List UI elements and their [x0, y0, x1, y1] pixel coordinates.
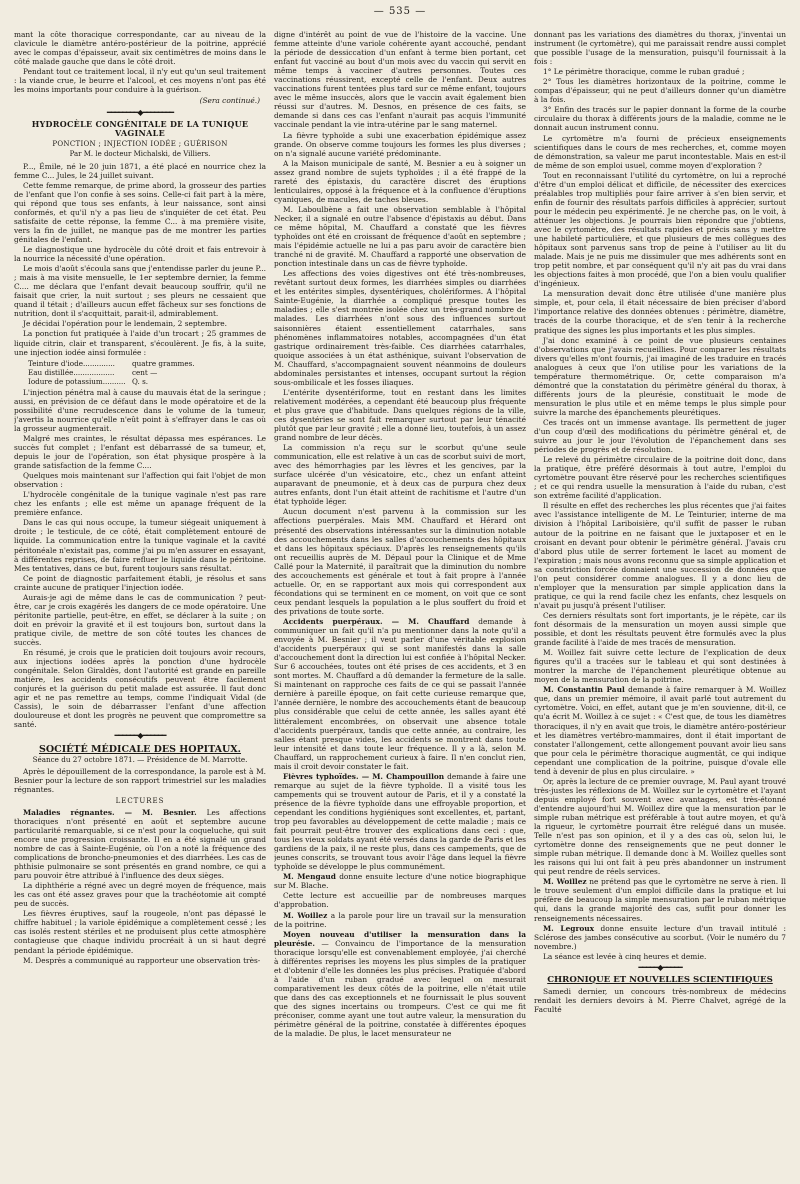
section-title: SOCIÉTÉ MÉDICALE DES HOPITAUX.: [39, 743, 241, 755]
paragraph: M. Constantin Paul demande à faire remarquer à M. Woillez que, dans un premier mémoire, il avait parlé tout autrement du cyrtomètre. Voici, en effet, autant que je m'en souvienne, dit-il, ce qu'a écrit M. Woillez à ce sujet : « C'est que, de tous les diamètres thoraciques, il n'y en avait que trois, le diamètre antéro-postérieur et les diamètres vertébro-mammaires, dont il était important de constater l'allongement, cette allongement pouvant avoir lieu sans que pour cela le périmètre thoracique augmentât, ce qui indique cependant une complication de la poitrine, puisque d'ovale elle tend à devenir de plus en plus circulaire. »: [534, 685, 786, 776]
paragraph: digne d'intérêt au point de vue de l'histoire de la vaccine. Une femme atteinte d'une variole cohérente ayant accouché, pendant la période de dessiccation d'un enfant à terme bien portant, cet enfant fut vacciné au bout d'un mois avec du vaccin qui servit en même temps à vacciner d'autres personnes. Toutes ces vaccinations réussirent, excepté celle de l'enfant. Deux autres vaccinations furent tentées plus tard sur ce même enfant, toujours avec le même insuccès, alors que le vaccin avait également bien réussi sur d'autres. M. Desnos, en présence de ces faits, se demande si dans ces cas l'enfant n'aurait pas acquis l'immunité vaccinale pendant la vie intra-utérine par le sang maternel.: [274, 30, 526, 130]
paragraph-lead: Accidents puerpéraux. — M. Chauffard: [283, 617, 470, 626]
ornament-divider: ━━━━━◆━━━━━: [638, 962, 682, 972]
paragraph: Aucun document n'est parvenu à la commission sur les affections puerpérales. Mais MM. Chauffard et Hérard ont présenté des observations intéressantes sur la diminution notable des accouchements dans les salles d'accouchements des hôpitaux et dans les hôpitaux spéciaux. D'après les renseignements qu'ils ont recueillis auprès de M. Dépaul pour la Clinique et de Mme Callé pour la Maternité, il paraîtrait que la diminution du nombre des accouchements est générale et tout à fait propre à l'année actuelle. Or, en se rapportant aux mois qui correspondent aux fécondations qui se terminent en ce moment, on voit que ce sont ceux pendant lesquels la population a le plus souffert du froid et des privations de toute sorte.: [274, 507, 526, 616]
paragraph: A la Maison municipale de santé, M. Besnier a eu à soigner un assez grand nombre de sujets typhoïdes ; il a été frappé de la rareté des épistaxis, du caractère discret des éruptions lenticulaires, opposé à la fréquence et à la confluence d'éruptions cyaniques, de macules, de taches bleues.: [274, 158, 526, 204]
paragraph: M. Woillez ne prétend pas que le cyrtomètre ne serve à rien. Il le trouve seulement d'un emploi difficile dans la pratique et lui préfère de beaucoup la simple mensuration par le ruban métrique qui, dans la grande majorité des cas, suffit pour donner les renseignements nécessaires.: [534, 877, 786, 923]
prescription-line: Teinture d'iode.............. quatre grammes.: [28, 358, 195, 368]
paragraph: Cette femme remarque, de prime abord, la grosseur des parties de l'enfant que l'on confie à ses soins. Celle-ci fait part à la mère, qui répond que tous ses enfants, à leur naissance, sont ainsi conformés, et qu'il n'y a pas lieu de s'inquiéter de cet état. Peu satisfaite de cette réponse, la femme C... à ma première visite, vers la fin de juillet, ne manque pas de me montrer les parties génitales de l'enfant.: [14, 180, 266, 244]
paragraph: Moyen nouveau d'utiliser la mensuration dans la pleurésie. — Convaincu de l'importance de la mensuration thoracique lorsqu'elle est convenablement employée, j'ai cherché à différentes reprises les moyens les plus simples de la pratiquer et d'obtenir d'elle les données les plus précises. Pratiquée d'abord à l'aide d'un ruban gradué avec lequel on mesurait comparativement les deux côtés de la poitrine, elle n'était utile que dans des cas exceptionnels et ne fournissait le plus souvent que des signes incertains ou trompeurs. C'est ce qui me fit préconiser, comme ayant une tout autre valeur, la mensuration du périmètre général de la poitrine, constatée à différentes époques de la maladie. De plus, le lacet mensurateur ne: [274, 929, 526, 1039]
to-be-continued: (Sera continué.): [199, 96, 260, 106]
paragraph: L'hydrocèle congénitale de la tunique vaginale n'est pas rare chez les enfants ; elle est même un apanage fréquent de la première enfance.: [14, 490, 266, 518]
paragraph: Le cyrtomètre m'a fourni de précieux enseignements scientifiques dans le cours de mes recherches, et, comme moyen de démonstration, sa valeur me parut incontestable. Mais en est-il de même de son emploi usuel, comme moyen d'exploration ?: [534, 133, 786, 170]
section-title: CHRONIQUE ET NOUVELLES SCIENTIFIQUES: [547, 974, 773, 985]
paragraph: Ces tracés ont un immense avantage. Ils permettent de juger d'un coup d'œil des modifications du périmètre général et, de suivre au jour le jour l'évolution de l'épanchement dans ses périodes de progrès et de résolution.: [534, 417, 786, 455]
paragraph: Dans le cas qui nous occupe, la tumeur siégeait uniquement à droite ; le testicule, de ce côté, était complètement entouré de liquide. La communication entre la tunique vaginale et la cavité péritonéale n'existait pas, comme j'ai pu m'en assurer en essayant, à différentes reprises, de faire refluer le liquide dans le péritoine. Mes tentatives, dans ce but, furent toujours sans résultat.: [14, 518, 266, 573]
paragraph: La séance est levée à cinq heures et demie.: [543, 951, 707, 961]
paragraph-lead: M. Woillez: [283, 910, 328, 920]
subsection-heading: LECTURES: [115, 796, 165, 805]
paragraph: Ce point de diagnostic parfaitement établi, je résolus et sans crainte aucune de pratiquer l'injection iodée.: [14, 573, 266, 592]
paragraph: M. Mengaud donne ensuite lecture d'une notice biographique sur M. Blache.: [274, 872, 526, 891]
paragraph: Accidents puerpéraux. — M. Chauffard demande à communiquer un fait qu'il n'a pu mentionner dans la note qu'il a envoyée à M. Besnier ; il veut parler d'une véritable explosion d'accidents puerpéraux qui se sont manifestés dans la salle d'accouchement dont la direction lui est confiée à l'hôpital Necker. Sur 6 accouchées, toutes ont été prises de ces accidents, et 3 en sont mortes. M. Chauffard a dû demander la fermeture de la salle. Si maintenant on rapproche ces faits de ce qui se passait l'année dernière à pareille époque, on fait cette curieuse remarque que, l'année dernière, le nombre des accouchements étant de beaucoup plus considérable que celui de cette année, les salles ayant été littéralement encombrées, on observait une absence totale d'accidents puerpéraux, tandis que cette année, au contraire, les salles étant presque vides, les accidents se montrent dans toute leur intensité et dans toute leur fréquence. Il y a là, selon M. Chauffard, un rapprochement curieux à faire. Il n'en conclut rien, mais il croit devoir constater le fait.: [274, 617, 526, 771]
column-1: [14, 30, 266, 1170]
columns: [14, 30, 786, 1170]
prescription: [28, 359, 266, 386]
paragraph: Je décidai l'opération pour le lendemain, 2 septembre.: [23, 319, 227, 329]
paragraph: La fièvre typhoïde a subi une exacerbation épidémique assez grande. On observe comme toujours les formes les plus diverses ; on n'a signalé aucune variété prédominante.: [274, 130, 526, 158]
paragraph-lead: Fièvres typhoïdes. — M. Champouillon: [283, 771, 445, 781]
paragraph: M. Desprès a communiqué au rapporteur une observation très-: [23, 955, 261, 965]
paragraph: Les affections des voies digestives ont été très-nombreuses, revêtant surtout deux formes, les diarrhées simples ou diarrhées et les entérites simples, dysentériques, cholériformes. A l'hôpital Sainte-Eugénie, la diarrhée a compliqué presque toutes les maladies ; elle s'est montrée isolée chez un très-grand nombre de malades. Les diarrhées n'ont sous des influences surtout saisonnières étaient essentiellement catarrhales, sans phénomènes inflammatoires notables, accompagnées d'un état gastrique ordinairement très-faible. Ces diarrhées catarrhales, quoique associées à un état asthénique, suivant l'observation de M. Chauffard, s'accompagnaient souvent néanmoins de douleurs abdominales persistantes et intenses, occupant surtout la région sous-ombilicale et les fosses iliaques.: [274, 269, 526, 387]
paragraph: M. Woillez fait suivre cette lecture de l'explication de deux figures qu'il a tracées sur le tableau et qui sont destinées à montrer la marche de l'épanchement pleurétique obtenue au moyen de la mensuration de la poitrine.: [534, 648, 786, 685]
paragraph: Malgré mes craintes, le résultat dépassa mes espérances. Le succès fut complet ; l'enfant est débarrassé de sa tumeur, et, depuis le jour de l'opération, son état physique prospère à la grande satisfaction de la femme C....: [14, 433, 266, 471]
paragraph: La mensuration devait donc être utilisée d'une manière plus simple, et, pour cela, il était nécessaire de bien préciser d'abord l'importance relative des données obtenues : périmètre, diamètre, tracés de la courbe thoracique, et de s'en tenir à la recherche pratique des signes les plus importants et les plus simples.: [534, 289, 786, 335]
paragraph: Or, après la lecture de ce premier ouvrage, M. Paul ayant trouvé très-justes les réflexions de M. Woillez sur le cyrtomètre et l'ayant depuis employé fort souvent avec avantages, est très-étonné d'entendre aujourd'hui M. Woillez dire que la mensuration par le simple ruban métrique est préférable à tout autre moyen, et qu'à la rigueur, le cyrtomètre pourrait être relégué dans un musée. Telle n'est pas son opinion, et il y a des cas où, selon lui, le cyrtomètre donne des renseignements que ne peut donner le simple ruban métrique. Il demande donc à M. Woillez quelles sont les raisons qui lui ont fait à peu près abandonner un instrument qui peut rendre de réels services.: [534, 776, 786, 877]
ornament-divider: ━━━━━━◆━━━━━━: [114, 731, 166, 741]
paragraph: Le mois d'août s'écoula sans que j'entendisse parler du jeune P... ; mais à ma visite mensuelle, le 1er septembre dernier, la femme C.... me déclara que l'enfant devait beaucoup souffrir, qu'il ne faisait que crier, la nuit surtout ; ses pleurs ne cessaient que quand il tétait ; d'ailleurs aucun effet fâcheux sur ses fonctions de nutrition, dont il s'acquittait, parait-il, admirablement.: [14, 264, 266, 319]
paragraph: Le relevé du périmètre circulaire de la poitrine doit donc, dans la pratique, être préféré désormais à tout autre, l'emploi du cyrtomètre pouvant être réservé pour les recherches scientifiques ; et ce qui rendra usuelle la mensuration à l'aide du ruban, c'est son extrême facilité d'application.: [534, 455, 786, 501]
paragraph: Fièvres typhoïdes. — M. Champouillon demande à faire une remarque au sujet de la fièvre typhoïde. Il a visité tous les campements qui se trouvent autour de Paris, et il y a constaté la présence de la fièvre typhoïde dans une effroyable proportion, et cependant les conditions hygiéniques sont excellentes, et, partant, trop peu favorables au développement de cette maladie ; mais ce fait pourrait peut-être trouver des explications dans ceci : que, tous les vieux soldats ayant été versés dans la garde de Paris et les gardiens de la paix, il ne reste plus, dans ces campements, que de jeunes conscrits, se trouvant tous avoir l'âge dans lequel la fièvre typhoïde se développe le plus communément.: [274, 771, 526, 872]
paragraph: 3° Enfin des tracés sur le papier donnant la forme de la courbe circulaire du thorax à différents jours de la maladie, comme ne le donnait aucun instrument connu.: [534, 105, 786, 133]
paragraph: 1° Le périmètre thoracique, comme le ruban gradué ;: [543, 67, 745, 77]
paragraph-lead: M. Woillez: [543, 877, 587, 887]
paragraph: La ponction fut pratiquée à l'aide d'un trocart ; 25 grammes de liquide citrin, clair et transparent, s'écoulèrent. Je fis, à la suite, une injection iodée ainsi formulée :: [14, 329, 266, 357]
paragraph: Quelques mois maintenant sur l'affection qui fait l'objet de mon observation :: [14, 471, 266, 490]
article-author: Par M. le docteur Michalski, de Villiers.: [69, 149, 211, 158]
paragraph-lead: M. Constantin Paul: [543, 685, 625, 695]
article-title: HYDROCÈLE CONGÉNITALE DE LA TUNIQUE VAGINALE: [31, 119, 249, 139]
paragraph: J'ai donc examiné à ce point de vue plusieurs centaines d'observations que j'avais recueillies. Pour comparer les résultats divers qu'elles m'ont fournis, j'ai imaginé de les traduire en tracés analogues à ceux que l'on utilise pour les variations de la température thermométrique. Or, cette comparaison m'a démontré que la constatation du périmètre général du thorax, à différents jours de la pleurésie, constituait le mode de mensuration le plus utile et en même temps le plus simple pour suivre la marche des épanchements pleurétiques.: [534, 335, 786, 417]
column-2: [274, 30, 526, 1170]
paragraph: Samedi dernier, un concours très-nombreux de médecins rendait les derniers devoirs à M. Pierre Chalvet, agrégé de la Faculté: [534, 986, 786, 1014]
paragraph-lead: M. Mengaud: [283, 872, 336, 882]
session-date: Séance du 27 octobre 1871. — Présidence de M. Marrotte.: [32, 754, 248, 764]
paragraph: La diphthérie a régné avec un degré moyen de fréquence, mais les cas ont été assez graves pour que la trachéotomie ait compté peu de succès.: [14, 881, 266, 909]
paragraph: L'entérite dysentériforme, tout en restant dans les limites relativement modérées, a cependant été beaucoup plus fréquente et plus grave que d'habitude. Dans quelques régions de la ville, ces dysentéries se sont fait remarquer surtout par leur ténacité plutôt que par leur gravité ; elle a donné lieu, toutefois, à un assez grand nombre de leur décès.: [274, 387, 526, 443]
paragraph-lead: Moyen nouveau d'utiliser la mensuration dans la pleurésie.: [274, 929, 526, 948]
paragraph: M. Legroux donne ensuite lecture d'un travail intitulé : Sclérose des jambes consécutive au scorbut. (Voir le numéro du 7 novembre.): [534, 923, 786, 951]
paragraph: Aurais-je agi de même dans le cas de communication ? peut-être, car je crois exagérés les dangers de ce mode opératoire. Une péritonite partielle, peut-être, en effet, se déclarer à la suite ; on doit en prévoir la gravité et il est toujours bon, surtout dans la pratique civile, de mettre de son côté toutes les chances de succès.: [14, 592, 266, 647]
paragraph: Cette lecture est accueillie par de nombreuses marques d'approbation.: [274, 891, 526, 910]
paragraph: Pendant tout ce traitement local, il n'y eut qu'un seul traitement : la viande crue, le beurre et l'alcool, et ces moyens n'ont pas été les moins importants pour conduire à la guérison.: [14, 67, 266, 95]
paragraph: mant la côte thoracique correspondante, car au niveau de la clavicule le diamètre antéro-postérieur de la poitrine, apprécié avec le compas d'épaisseur, avait six centimètres de moins dans le côté malade gauche que dans le côté droit.: [14, 30, 266, 67]
paragraph: M. Laboulbène a fait une observation semblable à l'hôpital Necker, il a signalé en outre l'absence d'épistaxis au début. Dans ce même hôpital, M. Chauffard a constaté que les fièvres typhoïdes ont été en croissant de fréquence d'août en septembre ; mais l'épidémie actuelle ne lui a pas paru avoir de caractère bien tranché ni de gravité. M. Chauffard a rapporté une observation de ponction intestinale dans un cas de fièvre typhoïde.: [274, 204, 526, 269]
prescription-line: Iodure de potassium.......... Q. s.: [28, 376, 149, 386]
page-number: — 535 —: [373, 6, 427, 17]
article-subtitle: PONCTION ; INJECTION IODÉE ; GUÉRISON: [52, 139, 228, 148]
paragraph: 2° Tous les diamètres horizontaux de la poitrine, comme le compas d'épaisseur, qui ne peut d'ailleurs donner qu'un diamètre à la fois.: [534, 77, 786, 105]
prescription-line: Eau distillée.................. cent —: [28, 367, 158, 377]
paragraph: Après le dépouillement de la correspondance, la parole est à M. Besnier pour la lecture de son rapport trimestriel sur les maladies régnantes.: [14, 766, 266, 794]
paragraph: M. Woillez a la parole pour lire un travail sur la mensuration de la poitrine.: [274, 910, 526, 929]
paragraph: En résumé, je crois que le praticien doit toujours avoir recours, aux injections iodées après la ponction d'une hydrocèle congénitale. Selon Giraldès, dont l'autorité est grande en pareille matière, les accidents consécutifs peuvent être facilement conjurés et la guérison du petit malade est assurée. Il faut donc agir et ne pas remettre au temps, comme l'indiquait Vidal (de Cassis), le soin de débarrasser l'enfant d'une affection douloureuse et dont les progrès ne peuvent que compromettre sa santé.: [14, 648, 266, 730]
column-3: [534, 30, 786, 1170]
paragraph: P..., Émile, né le 20 juin 1871, a été placé en nourrice chez la femme C... Jules, le 24 juillet suivant.: [14, 161, 266, 180]
paragraph: Il résulte en effet des recherches les plus récentes que j'ai faites avec l'assistance intelligente de M. Le Teinturier, interne de ma division à l'hôpital Lariboisière, qu'il suffit de passer le ruban autour de la poitrine en ne faisant que le juxtaposer et en le croisant en devant pour obtenir le périmètre général. J'avais cru d'abord plus utile de serrer fortement le lacet au moment de l'expiration ; mais nous avons reconnu que sa simple application et sa constriction forcée donnaient une succession de données que l'on peut considérer comme analogues. Il y a donc lieu de n'employer que la mensuration par simple application dans la pratique, ce qui la rend facile chez les enfants, chez lesquels on n'avait pu jusqu'à présent l'utiliser.: [534, 501, 786, 610]
paragraph: Les fièvres éruptives, sauf la rougeole, n'ont pas dépassé le chiffre habituel ; la variole épidémique a complètement cessé ; les cas isolés restent stériles et ne produisent plus cette atmosphère contagieuse que chaque individu procréait à un si haut degré pendant la période épidémique.: [14, 909, 266, 955]
paragraph-lead: M. Legroux: [543, 923, 595, 933]
paragraph: Tout en reconnaissant l'utilité du cyrtomètre, on lui a reproché d'être d'un emploi délicat et difficile, de nécessiter des exercices préalables trop multipliés pour faire arriver à s'en bien servir, et enfin de fournir des résultats parfois difficiles à apprécier, surtout pour le médecin peu expérimenté. Je ne cherche pas, on le voit, à atténuer les objections. Je pourrais bien répondre que j'obtiens, avec le cyrtomètre, des résultats rapides et précis sans y mettre une habileté particulière, et que plusieurs de mes collègues des hôpitaux sont parvenus sans trop de peine à l'utiliser au lit du malade. Mais je ne puis me dissimuler que mes adhérents sont en trop petit nombre, et par conséquent qu'il n'y ait pas du vrai dans les objections faites à mon procédé, que l'on a bien voulu qualifier d'ingénieux.: [534, 170, 786, 289]
paragraph: Maladies régnantes. — M. Besnier. Les affections thoraciques n'ont présenté en août et septembre aucune particularité remarquable, si ce n'est pour la coqueluche, qui suit encore une progression croissante. Il en a été signalé un grand nombre de cas à Sainte-Eugénie, où l'on a noté la fréquence des complications de broncho-pneumonies et des diarrhées. Les cas de phthisie pulmonaire se sont présentés en grand nombre, ce qui a paru pouvoir être attribué à l'influence des deux sièges.: [14, 807, 266, 881]
paragraph: L'injection pénétra mal à cause du mauvais état de la seringue ; aussi, en prévision de ce défaut dans le mode opératoire et de la possibilité d'une recrudescence dans le volume de la tumeur, j'avertis la nourrice qu'elle n'eût point à s'effrayer dans le cas où la grosseur augmenterait.: [14, 387, 266, 433]
paragraph: Le diagnostique une hydrocèle du côté droit et fais entrevoir à la nourrice la nécessité d'une opération.: [14, 245, 266, 264]
paragraph: donnant pas les variations des diamètres du thorax, j'inventai un instrument (le cyrtomètre), qui me paraissait rendre aussi complet que possible l'usage de la mensuration, puisqu'il fournissait à la fois :: [534, 30, 786, 67]
ornament-divider: ━━━━━━━━◆━━━━━━━━: [106, 108, 174, 118]
paragraph: La commission n'a reçu sur le scorbut qu'une seule communication, elle est relative à un cas de scorbut suivi de mort, avec des hémorrhagies par les lèvres et les gencives, par la surface ulcérée d'un vésicatoire, etc., chez un enfant atteint auparavant de pneumonie, et à deux cas de purpura chez deux autres enfants, dont l'un était atteint de rachitisme et l'autre d'un état typhoïde léger.: [274, 443, 526, 507]
paragraph: Ces derniers résultats sont fort importants, je le répète, car ils font désormais de la mensuration un moyen aussi simple que possible, et dont les résultats peuvent être formulés avec la plus grande facilité à l'aide de mes tracés de mensuration.: [534, 610, 786, 648]
paragraph-lead: Maladies régnantes. — M. Besnier.: [23, 807, 197, 817]
